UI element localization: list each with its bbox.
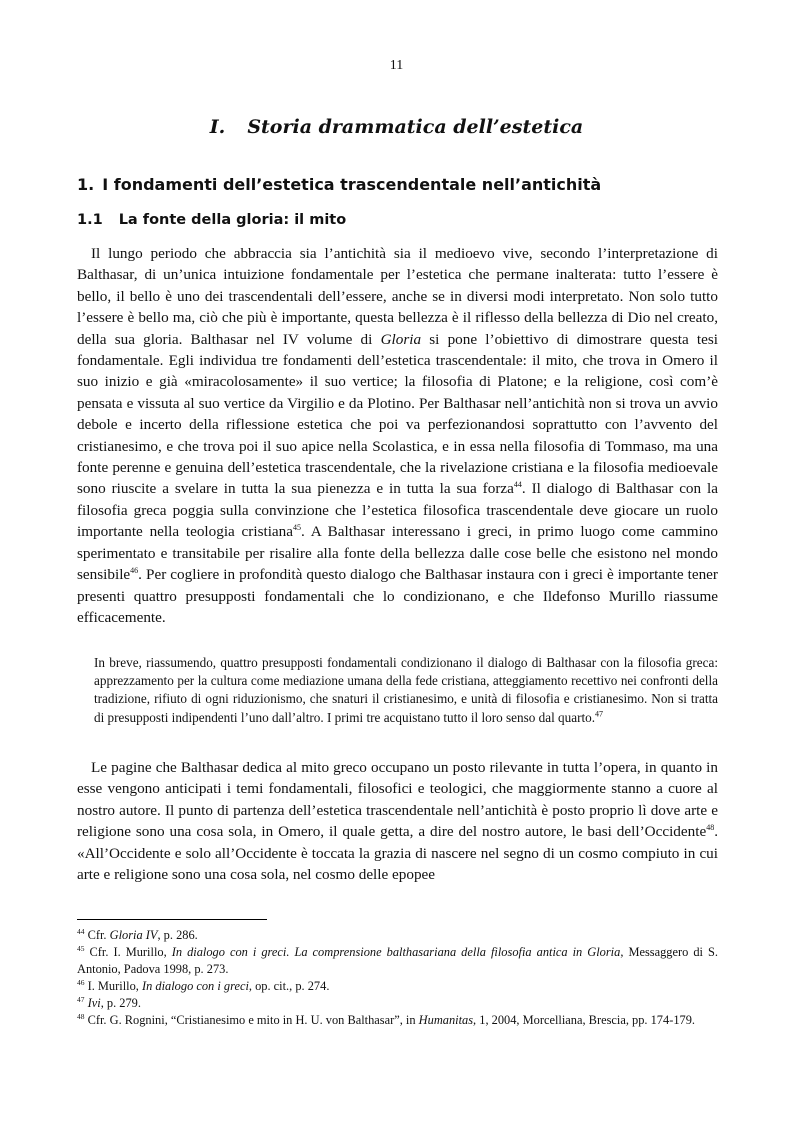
paragraph-text: . Il dialogo di Balthasar con la filosofia greca poggia sulla convinzione che l’estetica filosofica trascendentale deve giocare un ruolo importante nella teologia cristiana: [77, 480, 718, 541]
footnote-text: , Messaggero di S. Antonio, Padova 1998, p. 273.: [77, 945, 718, 976]
chapter-title-text: Storia drammatica dell’estetica: [247, 116, 584, 138]
footnote-ref-47[interactable]: 47: [595, 709, 604, 719]
footnote-45: [77, 944, 718, 978]
footnote-italic: Ivi: [87, 996, 101, 1010]
footnote-48: [77, 1012, 718, 1029]
subsection-title: [77, 212, 346, 228]
block-quote: [94, 654, 718, 727]
paragraph-1: [77, 243, 718, 628]
quote-text: In breve, riassumendo, quattro presupposti fondamentali condizionano il dialogo di Balthasar con la filosofia greca: apprezzamento per la cultura come mediazione umana della fede cristiana, atteggiamento recettivo nei confronti della tradizione, rifiuto di ogni riduzionismo, che snaturi il cristianesimo, e unità di filosofia e cristianesimo. Non si tratta di presupposti indipendenti l’uno dall’altro. I primi tre acquistano tutto il loro senso dal quarto.: [94, 655, 718, 725]
paragraph-text: Il lungo periodo che abbraccia sia l’antichità sia il medioevo vive, secondo l’interpretazione di Balthasar, di un’unica intuizione fondamentale per l’estetica che permane inalterata: tutto l’essere è bello, il bello è uno dei trascendentali dell’essere, anche se in diversi modi interpretato. Non solo tutto l’essere è bello ma, ciò che più è importante, questa bellezza è il riflesso della bellezza di Dio nel creato, della sua gloria. Balthasar nel IV volume di: [77, 245, 718, 348]
section-title-text: I fondamenti dell’estetica trascendentale nell’antichità: [102, 175, 602, 194]
footnote-text: Cfr. G. Rognini, “Cristianesimo e mito in H. U. von Balthasar”, in: [84, 1013, 419, 1027]
footnote-47: [77, 995, 718, 1012]
footnote-italic: Humanitas,: [418, 1013, 477, 1027]
footnote-text: , p. 279.: [100, 996, 141, 1010]
footnote-number: 46: [77, 977, 85, 987]
section-number: 1.: [77, 175, 95, 194]
footnote-italic: In dialogo con i greci: [141, 979, 249, 993]
footnote-text: 1, 2004, Morcelliana, Brescia, pp. 174-179.: [476, 1013, 696, 1027]
footnote-italic: In dialogo con i greci. La comprensione balthasariana della filosofia antica in Gloria: [171, 945, 621, 959]
footnote-ref-45[interactable]: 45: [293, 523, 301, 533]
paragraph-text: Le pagine che Balthasar dedica al mito greco occupano un posto rilevante in tutta l’opera, in quanto in esse vengono anticipati i temi fondamentali, filosofici e teologici, che maggiormente stanno a cuore al nostro autore. Il punto di partenza dell’estetica trascendentale nell’antichità è posto proprio lì dove arte e religione sono una cosa sola, in Omero, il quale getta, a dire del nostro autore, le basi dell’Occidente: [77, 759, 718, 841]
footnote-separator: [77, 919, 267, 920]
footnote-text: , op. cit., p. 274.: [248, 979, 330, 993]
paragraph-text: . Per cogliere in profondità questo dialogo che Balthasar instaura con i greci è importante tener presenti quattro presupposti fondamentali che lo condizionano, e che Ildefonso Murillo riassume efficacemente.: [77, 566, 718, 626]
footnote-text: I. Murillo,: [84, 979, 142, 993]
footnote-text: , p. 286.: [157, 928, 198, 942]
footnote-text: Cfr.: [84, 928, 110, 942]
footnote-number: 45: [77, 943, 85, 953]
italic-title: Gloria: [380, 330, 422, 348]
paragraph-2: [77, 757, 718, 885]
footnote-ref-48[interactable]: 48: [706, 823, 715, 833]
footnote-number: 47: [77, 994, 85, 1004]
footnotes: [77, 927, 718, 1029]
footnote-ref-46[interactable]: 46: [130, 566, 139, 576]
chapter-title: [0, 116, 793, 138]
footnote-number: 48: [77, 1011, 85, 1021]
paragraph-text: . A Balthasar interessano i greci, in primo luogo come cammino sperimentato e transitabile per risalire alla fonte della bellezza dalle cose belle che esistono nel mondo sensibile: [77, 523, 718, 584]
footnote-number: 44: [77, 926, 85, 936]
paragraph-text: si pone l’obiettivo di dimostrare questa tesi fondamentale. Egli individua tre fondamenti dell’estetica trascendentale: il mito, che trova in Omero il suo inizio e già «miracolosamente» il suo vertice; la filosofia di Platone; e la religione, così com’è pensata e vissuta al suo vertice da Virgilio e da Plotino. Per Balthasar nell’antichità non si trova un avvio debole e incerto della riflessione estetica che poi va perfezionandosi soprattutto con l’avvento del cristianesimo, e che trova poi il suo apice nella Scolastica, e in essa nella filosofia di Tommaso, ma una fonte perenne e genuina dell’estetica trascendentale, che la rivelazione cristiana e la filosofia medioevale sono riuscite a svelare in tutta la sua pienezza e in tutta la sua forza: [77, 330, 719, 498]
section-title: [77, 175, 601, 194]
chapter-number: I.: [209, 116, 226, 138]
paragraph-text: . «All’Occidente e solo all’Occidente è toccata la grazia di nascere nel segno di un cosmo compiuto in cui arte e religione sono una cosa sola, nel cosmo delle epopee: [77, 823, 718, 884]
page-number: 11: [389, 58, 404, 73]
footnote-46: [77, 978, 718, 995]
footnote-ref-44[interactable]: 44: [513, 480, 522, 490]
footnote-44: [77, 927, 718, 944]
footnote-text: Cfr. I. Murillo,: [84, 945, 172, 959]
subsection-number: 1.1: [77, 212, 103, 228]
footnote-italic: Gloria IV: [109, 928, 158, 942]
subsection-title-text: La fonte della gloria: il mito: [118, 212, 347, 228]
